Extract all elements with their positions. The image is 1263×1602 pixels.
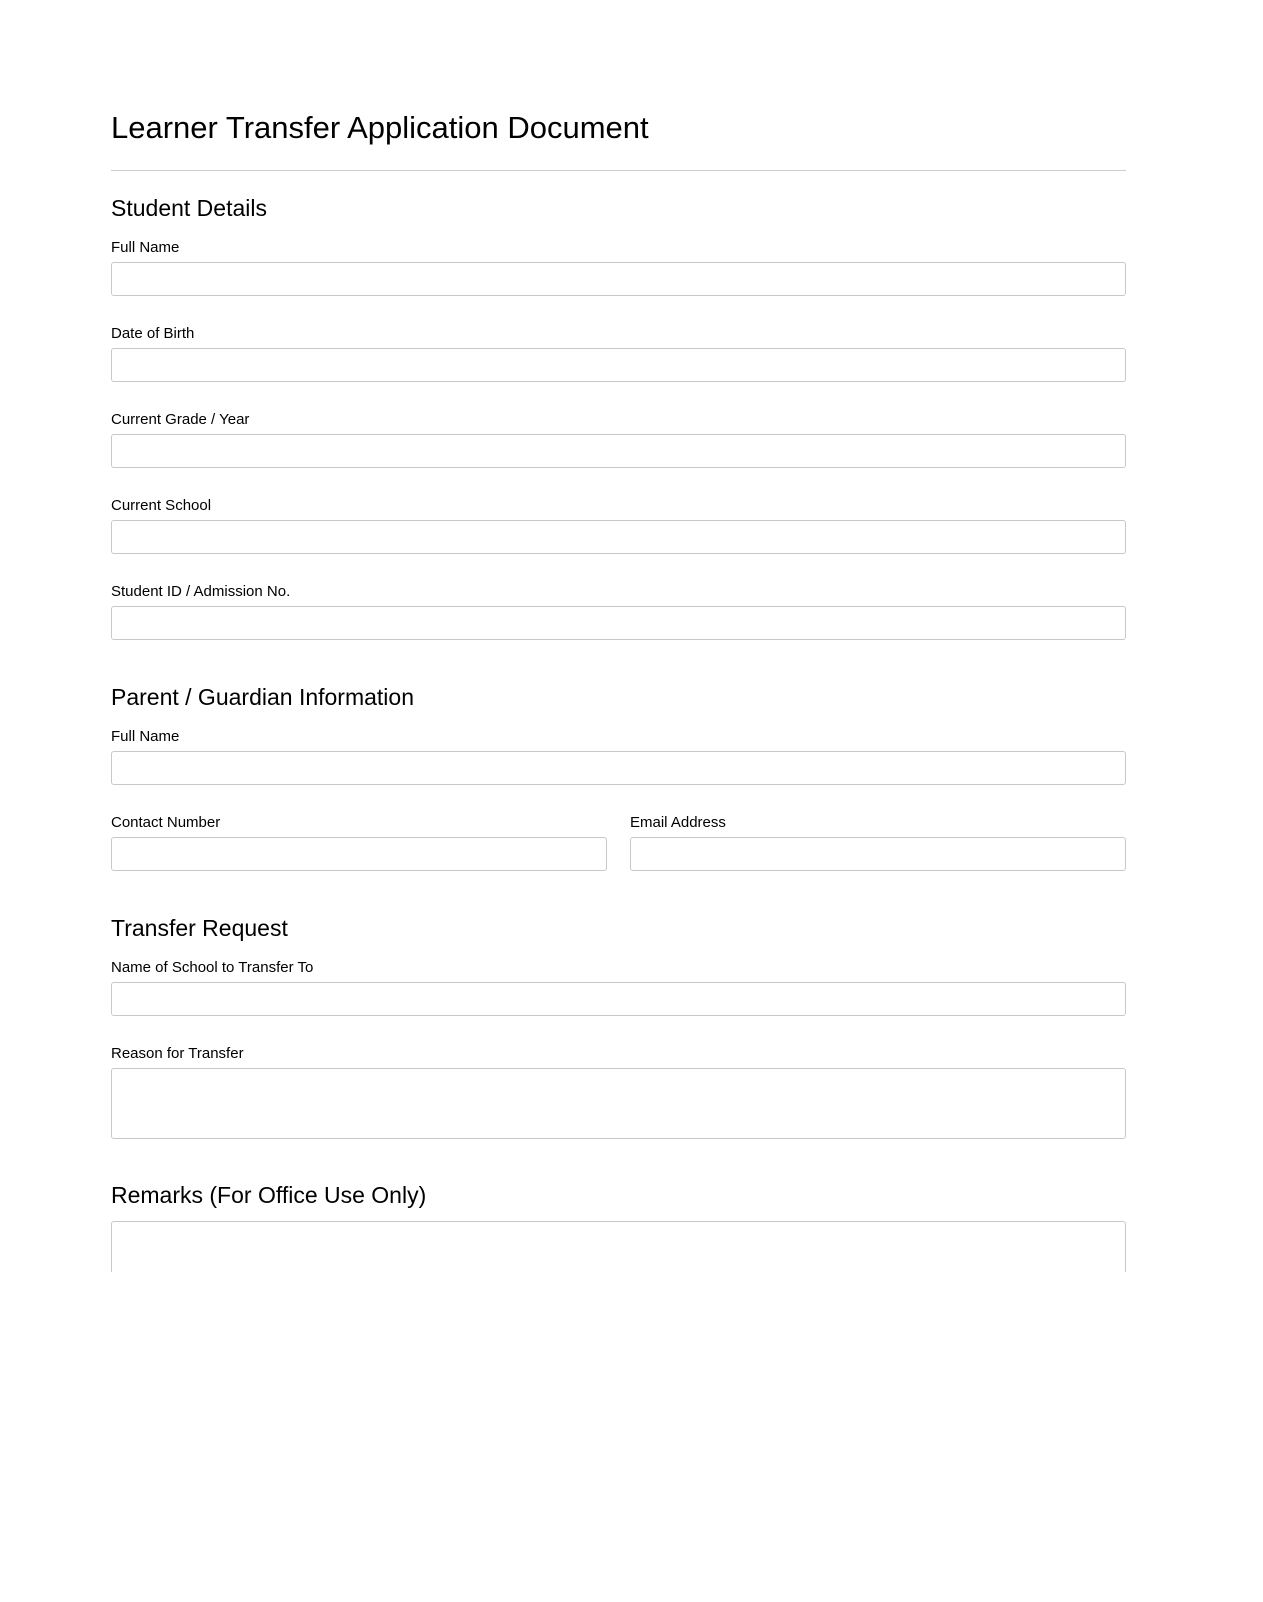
section-heading-remarks: Remarks (For Office Use Only) bbox=[111, 1182, 427, 1208]
student-id-input[interactable] bbox=[111, 606, 1126, 640]
section-heading-transfer-request: Transfer Request bbox=[111, 915, 288, 941]
date-of-birth-input[interactable] bbox=[111, 348, 1126, 382]
label-current-grade: Current Grade / Year bbox=[111, 411, 250, 428]
section-heading-guardian: Parent / Guardian Information bbox=[111, 684, 414, 710]
email-address-input[interactable] bbox=[630, 837, 1126, 871]
label-reason-for-transfer: Reason for Transfer bbox=[111, 1045, 244, 1062]
contact-number-input[interactable] bbox=[111, 837, 607, 871]
current-school-input[interactable] bbox=[111, 520, 1126, 554]
title-divider bbox=[111, 170, 1126, 171]
target-school-input[interactable] bbox=[111, 982, 1126, 1016]
label-student-id: Student ID / Admission No. bbox=[111, 583, 291, 600]
reason-for-transfer-textarea[interactable] bbox=[111, 1068, 1126, 1139]
section-heading-student-details: Student Details bbox=[111, 195, 267, 221]
label-contact-number: Contact Number bbox=[111, 814, 221, 831]
guardian-full-name-input[interactable] bbox=[111, 751, 1126, 785]
label-target-school: Name of School to Transfer To bbox=[111, 959, 314, 976]
remarks-textarea[interactable] bbox=[111, 1221, 1126, 1272]
current-grade-input[interactable] bbox=[111, 434, 1126, 468]
label-student-full-name: Full Name bbox=[111, 239, 180, 256]
label-email-address: Email Address bbox=[630, 814, 726, 831]
label-guardian-full-name: Full Name bbox=[111, 728, 180, 745]
label-date-of-birth: Date of Birth bbox=[111, 325, 195, 342]
student-full-name-input[interactable] bbox=[111, 262, 1126, 296]
document-title: Learner Transfer Application Document bbox=[111, 110, 649, 145]
label-current-school: Current School bbox=[111, 497, 212, 514]
